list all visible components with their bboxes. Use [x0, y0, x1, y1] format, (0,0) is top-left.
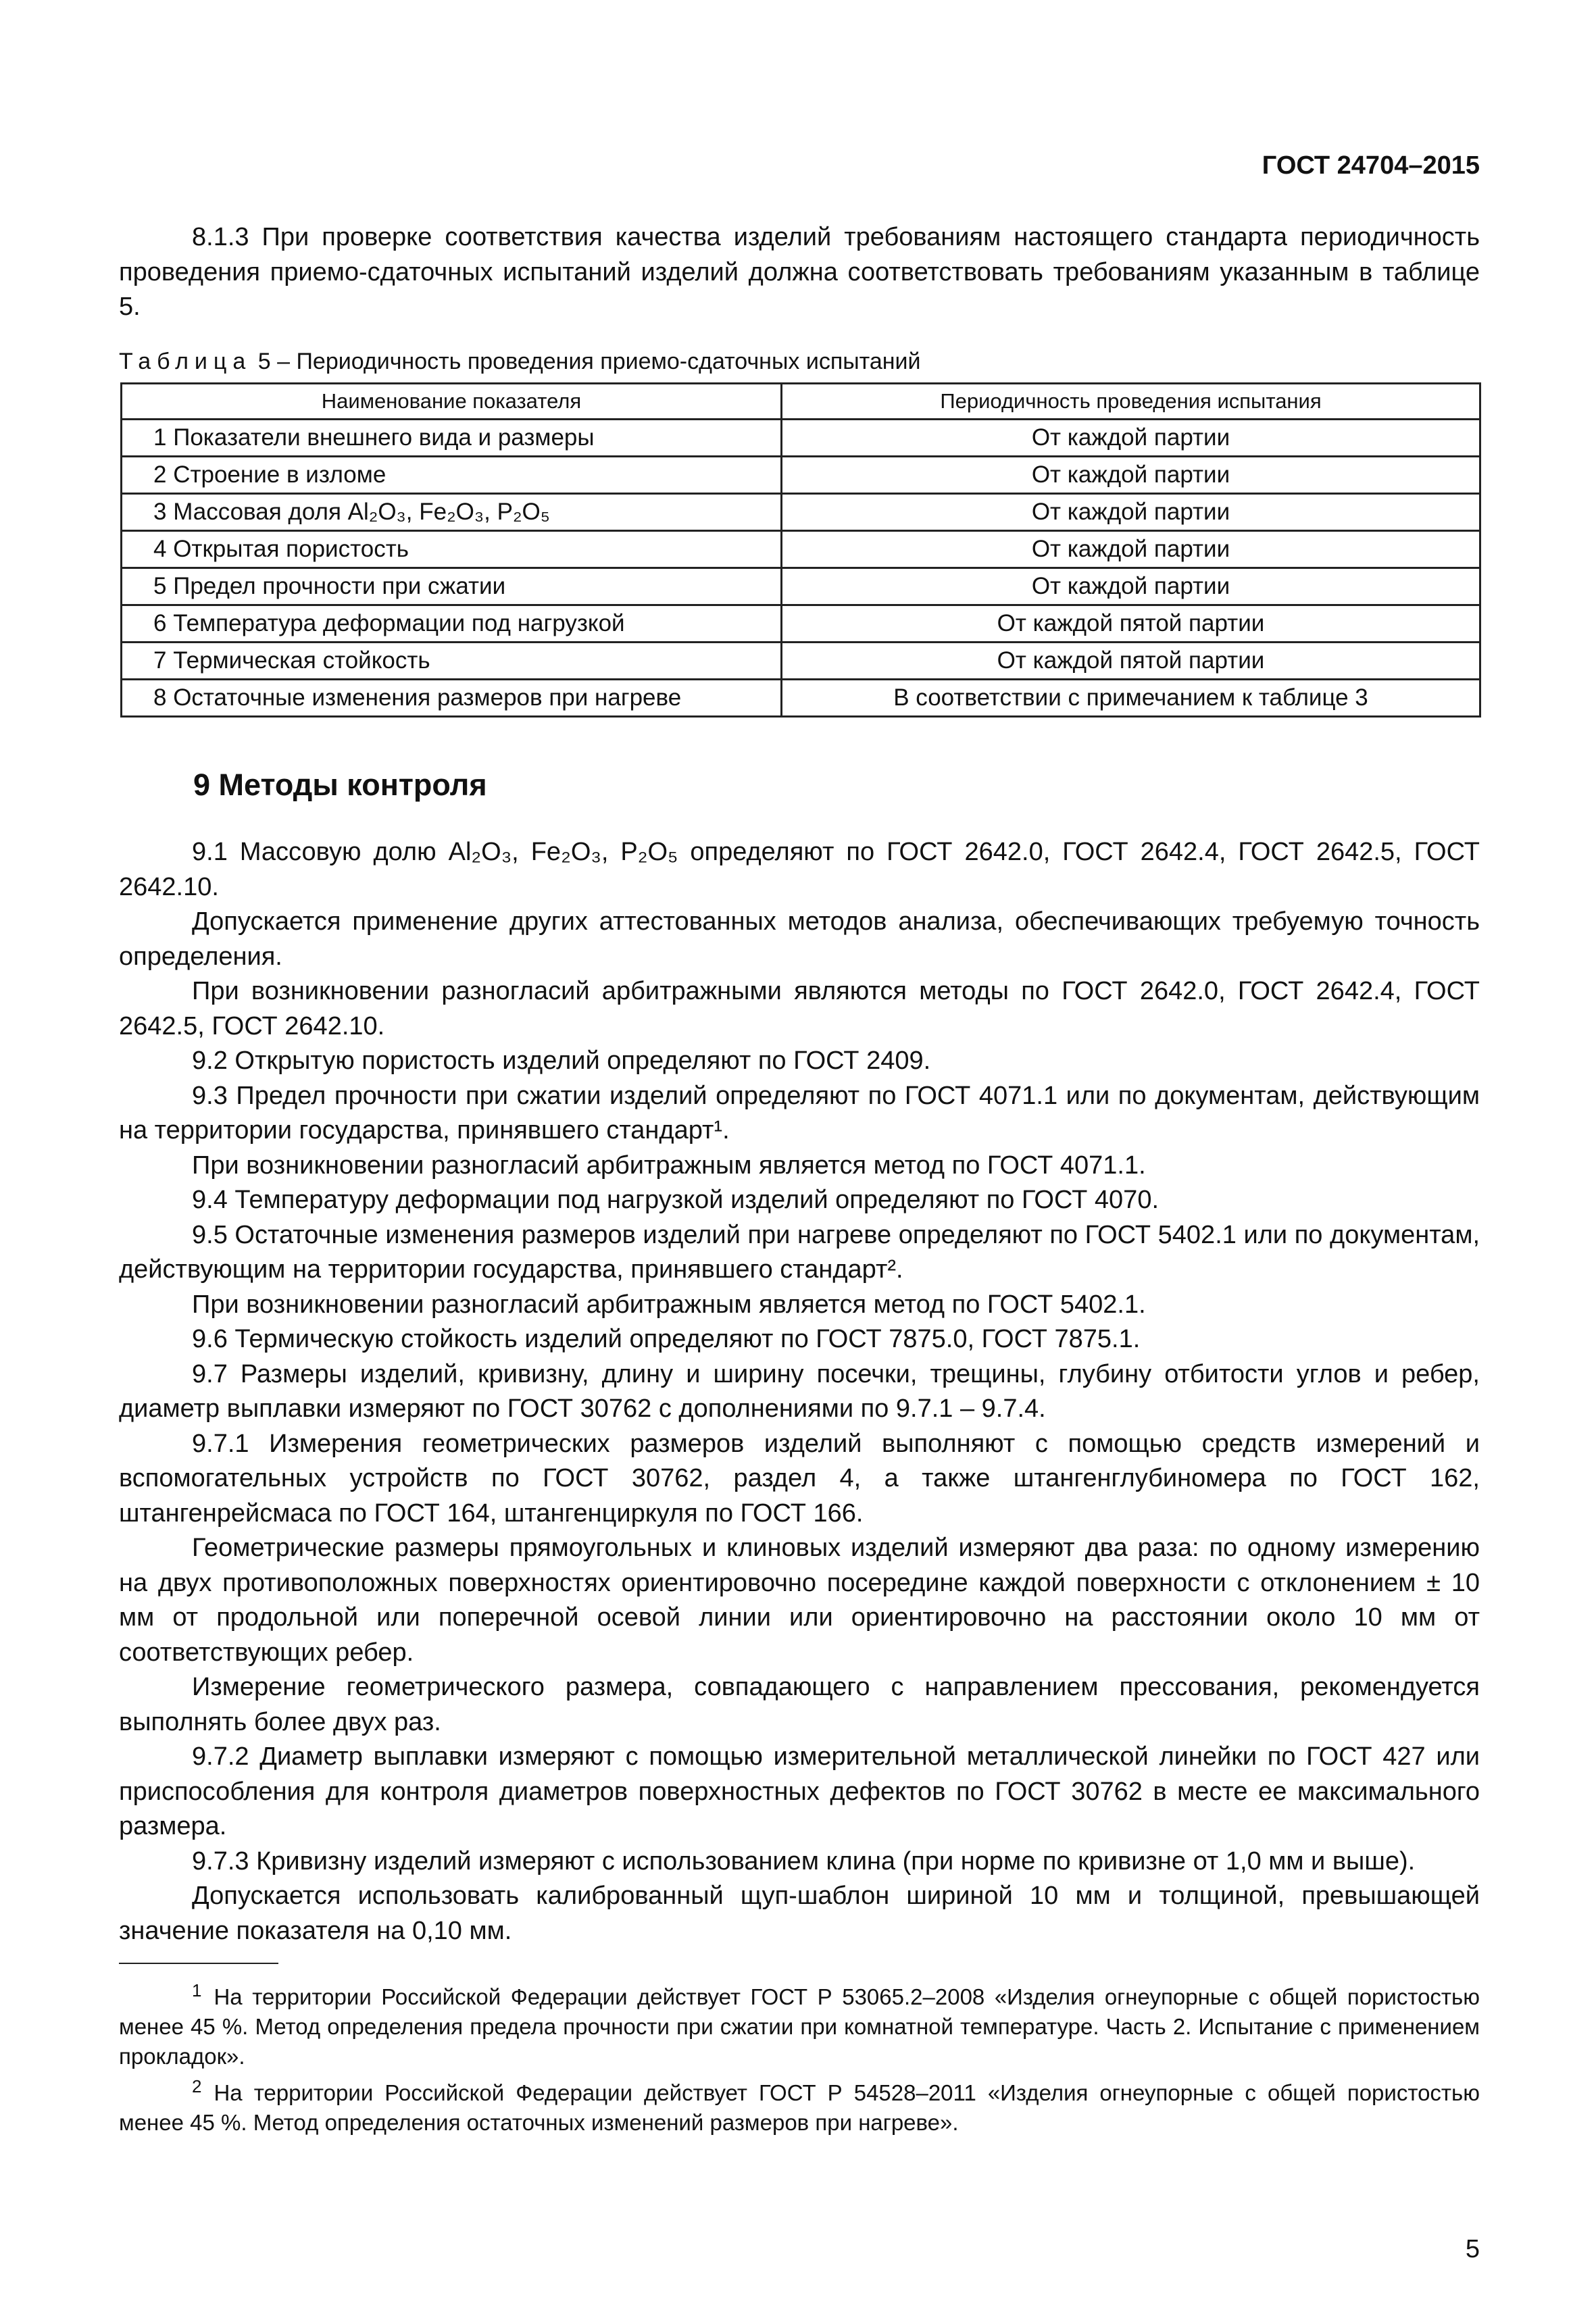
footnote-text: На территории Российской Федерации действует ГОСТ Р 53065.2–2008 «Изделия огнеупорные с общей пористостью менее 45 %. Метод определения предела прочности при сжатии при комнатной температуре. Часть 2. Испытание с применением прокладок». [119, 1984, 1480, 2069]
table-cell: В соответствии с примечанием к таблице 3 [782, 680, 1480, 717]
table-cell: 7 Термическая стойкость [122, 643, 782, 680]
table-cell: 1 Показатели внешнего вида и размеры [122, 420, 782, 457]
table-cell: 5 Предел прочности при сжатии [122, 568, 782, 605]
document-code-header: ГОСТ 24704–2015 [1262, 151, 1480, 180]
paragraph: Геометрические размеры прямоугольных и клиновых изделий измеряют два раза: по одному измерению на двух противоположных поверхностях ориентировочно посередине каждой поверхности с отклонением ± 10 мм от продольной или поперечной осевой линии или ориентировочно на расстоянии около 10 мм от соответствующих ребер. [119, 1534, 1480, 1667]
paragraph: Измерение геометрического размера, совпадающего с направлением прессования, рекомендуется выполнять более двух раз. [119, 1673, 1480, 1736]
footnotes [119, 1976, 1480, 2138]
table-row [122, 605, 1480, 643]
paragraph: 8.1.3 При проверке соответствия качества изделий требованиям настоящего стандарта периодичность проведения приемо-сдаточных испытаний изделий должна соответствовать требованиям указанным в таблице 5. [119, 223, 1480, 321]
section-heading: 9 Методы контроля [193, 768, 487, 802]
footnote-mark: 2 [192, 2076, 202, 2096]
table-row [122, 420, 1480, 457]
table-caption [119, 349, 921, 375]
table-cell: От каждой партии [782, 420, 1480, 457]
table-caption-word: Таблица [119, 349, 252, 374]
table-cell: От каждой партии [782, 531, 1480, 568]
paragraph: При возникновении разногласий арбитражными являются методы по ГОСТ 2642.0, ГОСТ 2642.4, ГОСТ 2642.5, ГОСТ 2642.10. [119, 977, 1480, 1040]
paragraph: 9.6 Термическую стойкость изделий определяют по ГОСТ 7875.0, ГОСТ 7875.1. [192, 1325, 1141, 1353]
footnote-1 [119, 1976, 1480, 2071]
footnote-text: На территории Российской Федерации действует ГОСТ Р 54528–2011 «Изделия огнеупорные с общей пористостью менее 45 %. Метод определения остаточных изменений размеров при нагреве». [119, 2080, 1480, 2135]
table-caption-text: 5 – Периодичность проведения приемо-сдаточных испытаний [251, 349, 921, 374]
paragraph: 9.7.1 Измерения геометрических размеров изделий выполняют с помощью средств измерений и вспомогательных устройств по ГОСТ 30762, раздел 4, а также штангенглубиномера по ГОСТ 162, штангенрейсмаса по ГОСТ 164, штангенциркуля по ГОСТ 166. [119, 1429, 1480, 1528]
paragraph: 9.2 Открытую пористость изделий определяют по ГОСТ 2409. [192, 1047, 931, 1075]
table-cell: 2 Строение в изломе [122, 457, 782, 494]
paragraph: 9.7.3 Кривизну изделий измеряют с использованием клина (при норме по кривизне от 1,0 мм и выше). [192, 1846, 1416, 1876]
paragraph: 9.7.2 Диаметр выплавки измеряют с помощью измерительной металлической линейки по ГОСТ 427 или приспособления для контроля диаметров поверхностных дефектов по ГОСТ 30762 в месте ее максимального размера. [119, 1742, 1480, 1840]
page-number: 5 [1465, 2235, 1480, 2263]
table-cell: От каждой партии [782, 568, 1480, 605]
table-row [122, 680, 1480, 717]
footnote-mark: 1 [192, 1980, 202, 2001]
clause-8-1-3 [119, 220, 1480, 325]
table-row [122, 568, 1480, 605]
table-cell: 3 Массовая доля Al₂O₃, Fe₂O₃, P₂O₅ [122, 494, 782, 531]
paragraph: 9.4 Температуру деформации под нагрузкой изделий определяют по ГОСТ 4070. [192, 1186, 1159, 1214]
section-9-body [119, 835, 1480, 1948]
table-row [122, 643, 1480, 680]
table-cell: От каждой пятой партии [782, 605, 1480, 643]
table-row [122, 494, 1480, 531]
table-cell: 6 Температура деформации под нагрузкой [122, 605, 782, 643]
paragraph: 9.3 Предел прочности при сжатии изделий определяют по ГОСТ 4071.1 или по документам, действующим на территории государства, принявшего стандарт¹. [119, 1081, 1480, 1145]
paragraph: При возникновении разногласий арбитражным является метод по ГОСТ 5402.1. [192, 1290, 1146, 1319]
table-header-row [122, 384, 1480, 420]
table-row [122, 531, 1480, 568]
footnote-separator [119, 1963, 278, 1964]
table-cell: От каждой партии [782, 457, 1480, 494]
paragraph: Допускается использовать калиброванный щуп-шаблон шириной 10 мм и толщиной, превышающей значение показателя на 0,10 мм. [119, 1882, 1480, 1945]
column-header: Наименование показателя [122, 384, 782, 420]
paragraph: При возникновении разногласий арбитражным является метод по ГОСТ 4071.1. [192, 1151, 1146, 1180]
table-row [122, 457, 1480, 494]
table-cell: 4 Открытая пористость [122, 531, 782, 568]
table-5 [120, 382, 1481, 718]
table-cell: От каждой партии [782, 494, 1480, 531]
paragraph: 9.5 Остаточные изменения размеров изделий при нагреве определяют по ГОСТ 5402.1 или по документам, действующим на территории государства, принявшего стандарт². [119, 1220, 1480, 1284]
paragraph: 9.1 Массовую долю Al₂O₃, Fe₂O₃, P₂O₅ определяют по ГОСТ 2642.0, ГОСТ 2642.4, ГОСТ 2642.5, ГОСТ 2642.10. [119, 838, 1480, 901]
footnote-2 [119, 2071, 1480, 2138]
paragraph: Допускается применение других аттестованных методов анализа, обеспечивающих требуемую точность определения. [119, 907, 1480, 971]
table-cell: 8 Остаточные изменения размеров при нагреве [122, 680, 782, 717]
column-header: Периодичность проведения испытания [782, 384, 1480, 420]
paragraph: 9.7 Размеры изделий, кривизну, длину и ширину посечки, трещины, глубину отбитости углов и ребер, диаметр выплавки измеряют по ГОСТ 30762 с дополнениями по 9.7.1 – 9.7.4. [119, 1359, 1480, 1423]
table-cell: От каждой пятой партии [782, 643, 1480, 680]
